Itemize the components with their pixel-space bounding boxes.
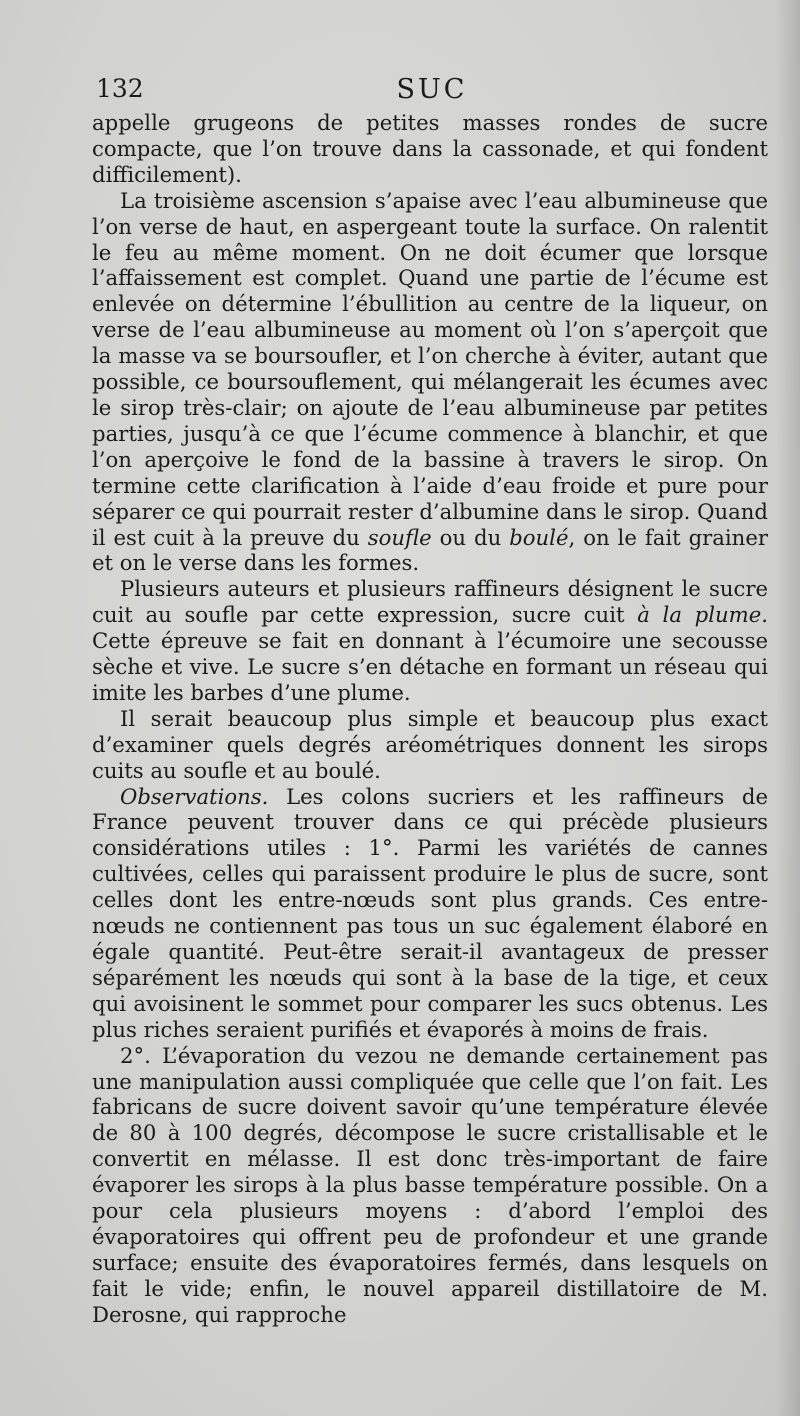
italic-text: boulé	[509, 524, 569, 550]
text-run: Il serait beaucoup plus simple et beaucoup plus exact d’examiner quels degrés aréométriques donnent les sirops cuits au soufle et au boulé.	[92, 705, 768, 783]
page-number: 132	[96, 74, 144, 103]
text-run: 2°. L’évaporation du vezou ne demande certainement pas une manipulation aussi compliquée que celle que l’on fait. Les fabricans de sucre doivent savoir qu’une température élevée de 80 à 100 degrés, décompose le sucre cristallisable et le convertit en mélasse. Il est donc très-important de faire évaporer les sirops à la plus basse température possible. On a pour cela plusieurs moyens : d’abord l’emploi des évaporatoires qui offrent peu de profondeur et une grande surface; ensuite des évaporatoires fermés, dans lesquels on fait le vide; enfin, le nouvel appareil distillatoire de M. Derosne, qui rapproche	[92, 1042, 768, 1327]
text-run: , on le fait grainer et on le verse dans les formes.	[92, 524, 768, 576]
paragraph	[92, 784, 768, 1043]
paragraph	[92, 188, 768, 577]
page-edge-shadow	[776, 0, 800, 1416]
paragraph	[92, 110, 768, 188]
text-run: Cette épreuve se fait en donnant à l’écumoire une secousse sèche et vive. Le sucre s’en détache en formant un réseau qui imite les barbes d’une plume.	[92, 628, 768, 705]
text-run: La troisième ascension s’apaise avec l’eau albumineuse que l’on verse de haut, en aspergeant toute la surface. On ralentit le feu au même moment. On ne doit écumer que lorsque l’affaissement est complet. Quand une partie de l’écume est enlevée on détermine l’ébullition au centre de la liqueur, on verse de l’eau albumineuse au moment où l’on s’aperçoit que la masse va se boursoufler, et l’on cherche à éviter, autant que possible, ce boursouflement, qui mélangerait les écumes avec le sirop très-clair; on ajoute de l’eau albumineuse par petites parties, jusqu’à ce que l’écume commence à blanchir, et que l’on aperçoive le fond de la bassine à travers le sirop. On termine cette clarification à l’aide d’eau froide et pure pour séparer ce qui pourrait rester d’albumine dans le sirop. Quand il est cuit à la preuve du	[92, 187, 768, 550]
italic-text: Observations.	[120, 783, 269, 809]
page-header	[96, 74, 768, 108]
paragraph	[92, 576, 768, 706]
italic-text: à la plume.	[637, 602, 769, 628]
text-run: appelle grugeons de petites masses rondes de sucre compacte, que l’on trouve dans la cassonade, et qui fondent difficilement).	[92, 110, 768, 187]
paragraph	[92, 706, 768, 784]
text-run: Plusieurs auteurs et plusieurs raffineurs désignent le sucre cuit au soufle par cette expression, sucre cuit	[92, 576, 768, 628]
paragraph	[92, 1043, 768, 1328]
italic-text: soufle	[367, 524, 432, 550]
running-head: SUC	[396, 74, 468, 105]
text-run: Les colons sucriers et les raffineurs de France peuvent trouver dans ce qui précède plusieurs considérations utiles : 1°. Parmi les variétés de cannes cultivées, celles qui paraissent produire le plus de sucre, sont celles dont les entre-nœuds sont plus grands. Ces entre-nœuds ne contiennent pas tous un suc également élaboré en égale quantité. Peut-être serait-il avantageux de presser séparément les nœuds qui sont à la base de la tige, et ceux qui avoisinent le sommet pour comparer les sucs obtenus. Les plus riches seraient purifiés et évaporés à moins de frais.	[92, 783, 768, 1042]
text-run: ou du	[431, 524, 510, 550]
body-text	[92, 110, 768, 1328]
